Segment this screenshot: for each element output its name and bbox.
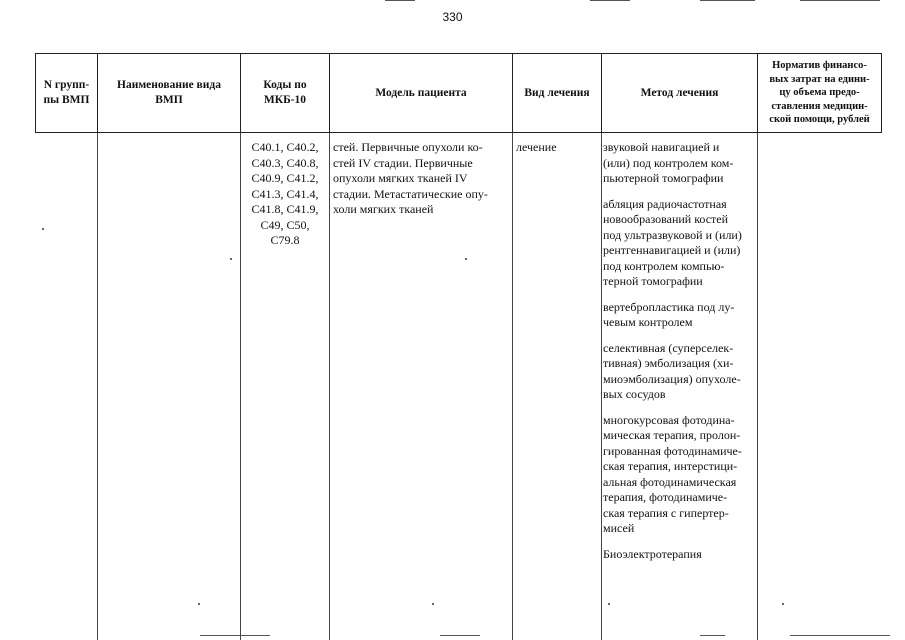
method-line: многокурсовая фотодина- [603, 412, 735, 427]
column-divider [512, 133, 513, 640]
method-line: абляция радиочастотная [603, 196, 727, 211]
method-line: новообразований костей [603, 212, 729, 226]
patient-model-cell [333, 140, 511, 218]
method-line: вых сосудов [603, 387, 666, 401]
scan-artifact-line [800, 0, 880, 1]
scan-artifact-line [200, 635, 270, 636]
scan-artifact-line [590, 0, 630, 1]
scan-artifact-line [700, 635, 725, 636]
column-divider [329, 133, 330, 640]
method-line: чевым контролем [603, 315, 693, 329]
method-item [603, 413, 756, 537]
scan-artifact-dot [432, 603, 434, 605]
header-patient-model: Модель пациента [330, 54, 513, 132]
method-line: тивная) эмболизация (хи- [603, 356, 734, 370]
method-line: под ультразвуковой и (или) [603, 227, 742, 242]
scan-artifact-dot [782, 603, 784, 605]
header-treatment-method: Метод лечения [602, 54, 758, 132]
scan-artifact-line [385, 0, 415, 1]
method-line: терной томографии [603, 274, 703, 288]
scan-artifact-line [790, 635, 890, 636]
scan-artifact-dot [42, 228, 44, 230]
treatment-methods-cell [603, 140, 756, 572]
column-divider [97, 133, 98, 640]
method-line: звуковой навигацией и [603, 140, 720, 154]
method-line: (или) под контролем ком- [603, 155, 734, 170]
method-line: Биоэлектротерапия [603, 546, 702, 561]
method-line: селективная (суперселек- [603, 340, 734, 355]
scan-artifact-dot [608, 603, 610, 605]
patient-model-line: опухоли мягких тканей IV [333, 171, 468, 185]
method-item [603, 341, 756, 403]
header-cost-standard: Норматив финансо- вых затрат на едини- цу объема предо- ставления медицин- ской помощи, рублей [769, 60, 870, 126]
method-item [603, 300, 756, 331]
patient-model-line: холи мягких тканей [333, 202, 434, 216]
method-line: мисей [603, 521, 635, 535]
header-vmp-name: Наименование вида ВМП [98, 54, 241, 132]
method-line: пьютерной томографии [603, 171, 724, 185]
method-item [603, 140, 756, 187]
icd-code-line: C40.9, C41.2, [251, 171, 319, 185]
method-line: ская терапия, интерстици- [603, 459, 738, 473]
scan-artifact-line [700, 0, 755, 1]
scan-artifact-dot [465, 258, 467, 260]
header-group-number: N групп- пы ВМП [36, 54, 98, 132]
column-divider [601, 133, 602, 640]
method-line: мическая терапия, пролон- [603, 428, 741, 442]
method-line: гированная фотодинамиче- [603, 443, 742, 458]
icd-code-line: C41.8, C41.9, [251, 202, 319, 216]
scan-artifact-line [440, 635, 480, 636]
table-header [35, 53, 882, 133]
scan-artifact-dot [230, 258, 232, 260]
method-line: рентгеннавигацией и (или) [603, 243, 741, 257]
scan-artifact-dot [198, 603, 200, 605]
icd-code-line: C40.1, C40.2, [251, 140, 319, 154]
icd-code-line: C41.3, C41.4, [251, 186, 319, 201]
patient-model-line: стей. Первичные опухоли ко- [333, 140, 483, 154]
method-item [603, 547, 756, 563]
patient-model-line: стадии. Метастатические опу- [333, 186, 488, 201]
method-item [603, 197, 756, 290]
page-number: 330 [442, 10, 463, 24]
column-divider [757, 133, 758, 640]
method-line: терапия, фотодинамиче- [603, 490, 728, 504]
header-icd-codes: Коды по МКБ-10 [241, 54, 330, 132]
patient-model-line: стей IV стадии. Первичные [333, 155, 473, 170]
icd-code-line: C40.3, C40.8, [251, 155, 319, 170]
icd-code-line: C79.8 [270, 233, 300, 247]
method-line: ская терапия с гипертер- [603, 505, 729, 520]
icd-code-line: C49, C50, [260, 217, 310, 232]
method-line: вертебропластика под лу- [603, 299, 735, 314]
method-line: миоэмболизация) опухоле- [603, 371, 741, 386]
treatment-type-cell: лечение [516, 140, 557, 154]
icd-codes-cell [241, 140, 329, 249]
header-treatment-type: Вид лечения [513, 54, 602, 132]
method-line: под контролем компью- [603, 258, 725, 273]
method-line: альная фотодинамическая [603, 474, 737, 489]
